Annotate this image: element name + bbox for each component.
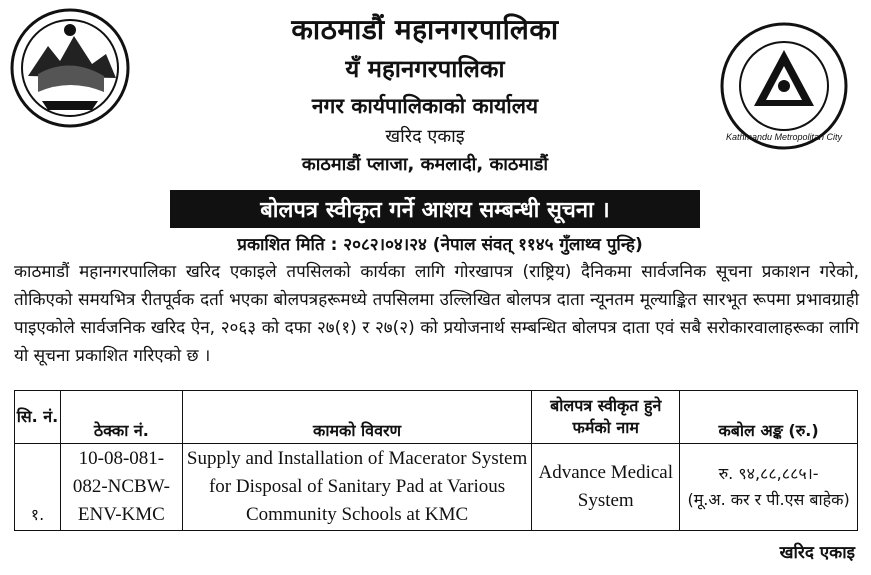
- footer-signature: खरिद एकाइ: [779, 543, 855, 563]
- kmc-emblem-icon: [8, 6, 132, 130]
- table-header-row: [15, 391, 858, 444]
- address: काठमाडौं प्लाजा, कमलादी, काठमाडौं: [301, 154, 549, 175]
- newari-title: यँ महानगरपालिका: [345, 55, 505, 83]
- row-sn: १.: [15, 444, 61, 531]
- row-description: Supply and Installation of Macerator System for Disposal of Sanitary Pad at Various Community Schools at KMC: [182, 444, 531, 531]
- page-title: काठमाडौं महानगरपालिका: [291, 13, 559, 46]
- header-contract: ठेक्का नं.: [60, 391, 182, 444]
- kmc-seal-icon: [718, 20, 850, 152]
- notice-body: काठमाडौं महानगरपालिका खरिद एकाइले तपसिलको कार्यका लागि गोरखापत्र (राष्ट्रिय) दैनिकमा सार्वजनिक सूचना प्रकाशन गरेको, तोकिएको समयभित्र रीतपूर्वक दर्ता भएका बोलपत्रहरूमध्ये तपसिलमा उल्लिखित बोलपत्र दाता न्यूनतम मूल्याङ्कित सारभूत रूपमा प्रभावग्राही पाइएकोले सार्वजनिक खरिद ऐन, २०६३ को दफा २७(१) र २७(२) को प्रयोजनार्थ सम्बन्धित बोलपत्र दाता एवं सबै सरोकारवालाहरूका लागि यो सूचना प्रकाशित गरिएको छ ।: [14, 262, 859, 366]
- header-sn: सि. नं.: [15, 391, 61, 444]
- row-amount-note: (मू.अ. कर र पी.एस बाहेक): [687, 490, 850, 509]
- award-table: [14, 390, 858, 531]
- header-description: कामको विवरण: [182, 391, 531, 444]
- header-firm: बोलपत्र स्वीकृत हुने फर्मको नाम: [532, 391, 680, 444]
- published-date: प्रकाशित मिति : २०८२।०४।२४ (नेपाल संवत् ११४५ गुँलाथ्व पुन्हि): [237, 235, 643, 255]
- notice-banner: बोलपत्र स्वीकृत गर्ने आशय सम्बन्धी सूचना ।: [170, 190, 700, 228]
- row-amount: रु. ९४,८८,८८५।-: [718, 464, 819, 483]
- row-amount-cell: [680, 444, 858, 531]
- unit-name: खरिद एकाइ: [385, 126, 465, 147]
- row-contract: 10-08-081-082-NCBW-ENV-KMC: [60, 444, 182, 531]
- seal-text: Kathmandu Metropolitan City: [725, 132, 843, 142]
- table-row: [15, 444, 858, 531]
- header-amount: कबोल अङ्क (रु.): [680, 391, 858, 444]
- office-name: नगर कार्यपालिकाको कार्यालय: [311, 94, 539, 118]
- row-firm: Advance Medical System: [532, 444, 680, 531]
